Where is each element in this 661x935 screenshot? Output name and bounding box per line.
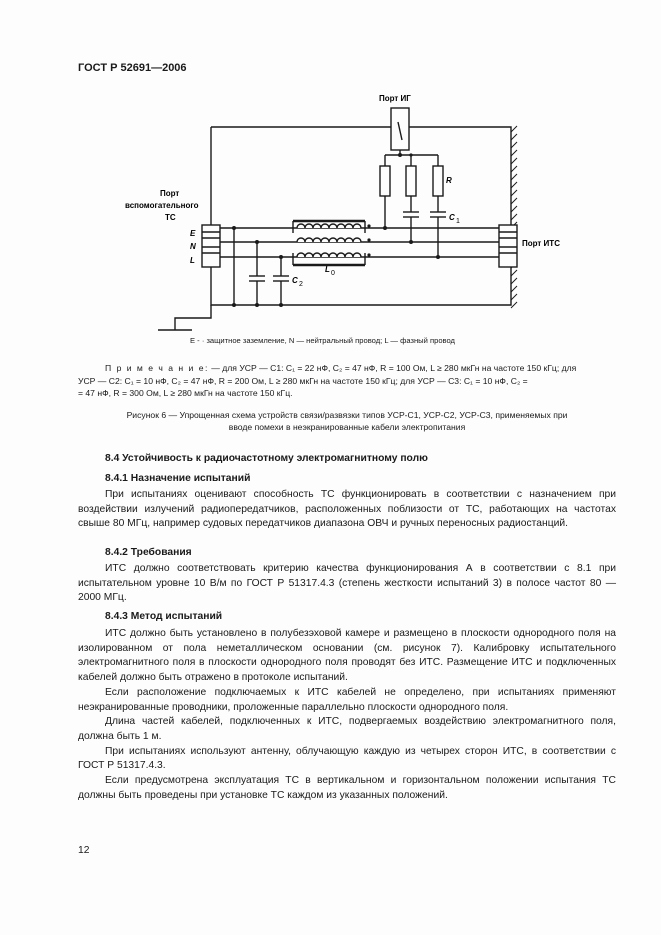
note-line-2: УСР — С2: C₁ = 10 нФ, C₂ = 47 нФ, R = 200 Ом, L ≥ 280 мкГн на частоте 150 кГц; для УСР — С3: C₁ = 10 нФ, C₂ = (78, 375, 528, 386)
label-l: L (190, 256, 195, 265)
paragraph-4: При испытаниях используют антенну, облучающую каждую из четырех сторон ИТС, в соответствии с ГОСТ Р 51317.4.3. (78, 745, 616, 772)
section-8-4-1-text: При испытаниях оценивают способность ТС функционировать в соответствии с назначением при воздействии излучений радиопередатчиков, расположенных поблизости от ТС, работающих на частотах свыше 80 МГц, например судовых передатчиков диапазона ОВЧ и ручных переносных радиостанций. (78, 489, 616, 530)
junction-dots (232, 153, 440, 307)
label-c2: C (292, 276, 298, 285)
label-c1: C (449, 213, 455, 222)
label-r: R (446, 176, 452, 185)
page-number: 12 (78, 845, 90, 856)
label-n: N (190, 242, 196, 251)
note-line-1: — для УСР — С1: C₁ = 22 нФ, C₂ = 47 нФ, R = 100 Ом, L ≥ 280 мкГн на частоте 150 кГц; для (208, 363, 577, 373)
section-8-4-2-text: ИТС должно соответствовать критерию качества функционирования А в соответствии с 8.1 при испытательном уровне 10 В/м по ГОСТ Р 51317.4.3 (степень жесткости испытаний 3) в полосе частот 80 — 2000 МГц. (78, 563, 616, 604)
label-c2-sub: 2 (299, 281, 303, 288)
figure-caption (78, 409, 616, 433)
paragraph-5: Если предусмотрена эксплуатация ТС в вертикальном и горизонтальном положении испытания ТС должны быть проведены при установке ТС каждом из указанных положений. (78, 775, 616, 801)
note-label: П р и м е ч а н и е: (105, 363, 209, 373)
document-header: ГОСТ Р 52691—2006 (78, 62, 187, 74)
section-8-4-title: 8.4 Устойчивость к радиочастотному электромагнитному полю (105, 453, 428, 464)
label-port-aux-3: ТС (165, 213, 176, 222)
resistor-1 (380, 166, 390, 196)
resistor-2 (406, 166, 416, 196)
label-port-ig: Порт ИГ (379, 94, 411, 103)
circuit-diagram (0, 0, 661, 360)
caption-line-1: Рисунок 6 — Упрощенная схема устройств связи/развязки типов УСР-С1, УСР-С2, УСР-С3, применяемых при (126, 410, 568, 420)
section-8-4-1-title: 8.4.1 Назначение испытаний (105, 473, 251, 484)
paragraph-1: ИТС должно быть установлено в полубезэховой камере и размещено в плоскости однородного поля на изолированном от пола неметаллическом основании (см. рисунок 7). Калибровку испытательного электромагнитного поля в плоскости однородного поля проводят без ИТС. Размещение ИТС и подключенных кабелей должно быть отражено в протоколе испытаний. (78, 628, 616, 684)
label-port-its: Порт ИТС (522, 239, 560, 248)
enclosure-hatch (511, 126, 517, 308)
section-8-4-2-title: 8.4.2 Требования (105, 547, 192, 558)
caption-line-2: вводе помехи в неэкранированные кабели электропитания (228, 422, 466, 433)
label-port-aux-1: Порт (160, 189, 180, 198)
label-e: E (190, 229, 196, 238)
label-port-aux-2: вспомогательного (125, 201, 199, 210)
enclosure-frame (211, 127, 511, 305)
paragraph-3: Длина частей кабелей, подключенных к ИТС, подвергаемых воздействию электромагнитного поля, должна быть 1 м. (78, 716, 616, 742)
section-8-4-3-body (78, 627, 616, 803)
resistor-3 (433, 166, 443, 196)
label-l0-sub: 0 (331, 270, 335, 277)
inductor-l0 (297, 224, 361, 257)
section-8-4-3-title: 8.4.3 Метод испытаний (105, 611, 223, 622)
label-c1-sub: 1 (456, 218, 460, 225)
figure-legend: E - · защитное заземление, N — нейтральный провод; L — фазный провод (190, 336, 455, 345)
figure-note (78, 362, 616, 400)
paragraph-2: Если расположение подключаемых к ИТС кабелей не определено, при испытаниях применяют неэкранированные проводники, проложенные параллельно плоскости однородного поля. (78, 686, 616, 713)
label-l0: L (325, 265, 330, 274)
note-line-3: = 47 нФ, R = 300 Ом, L ≥ 280 мкГн на частоте 150 кГц. (78, 388, 293, 399)
